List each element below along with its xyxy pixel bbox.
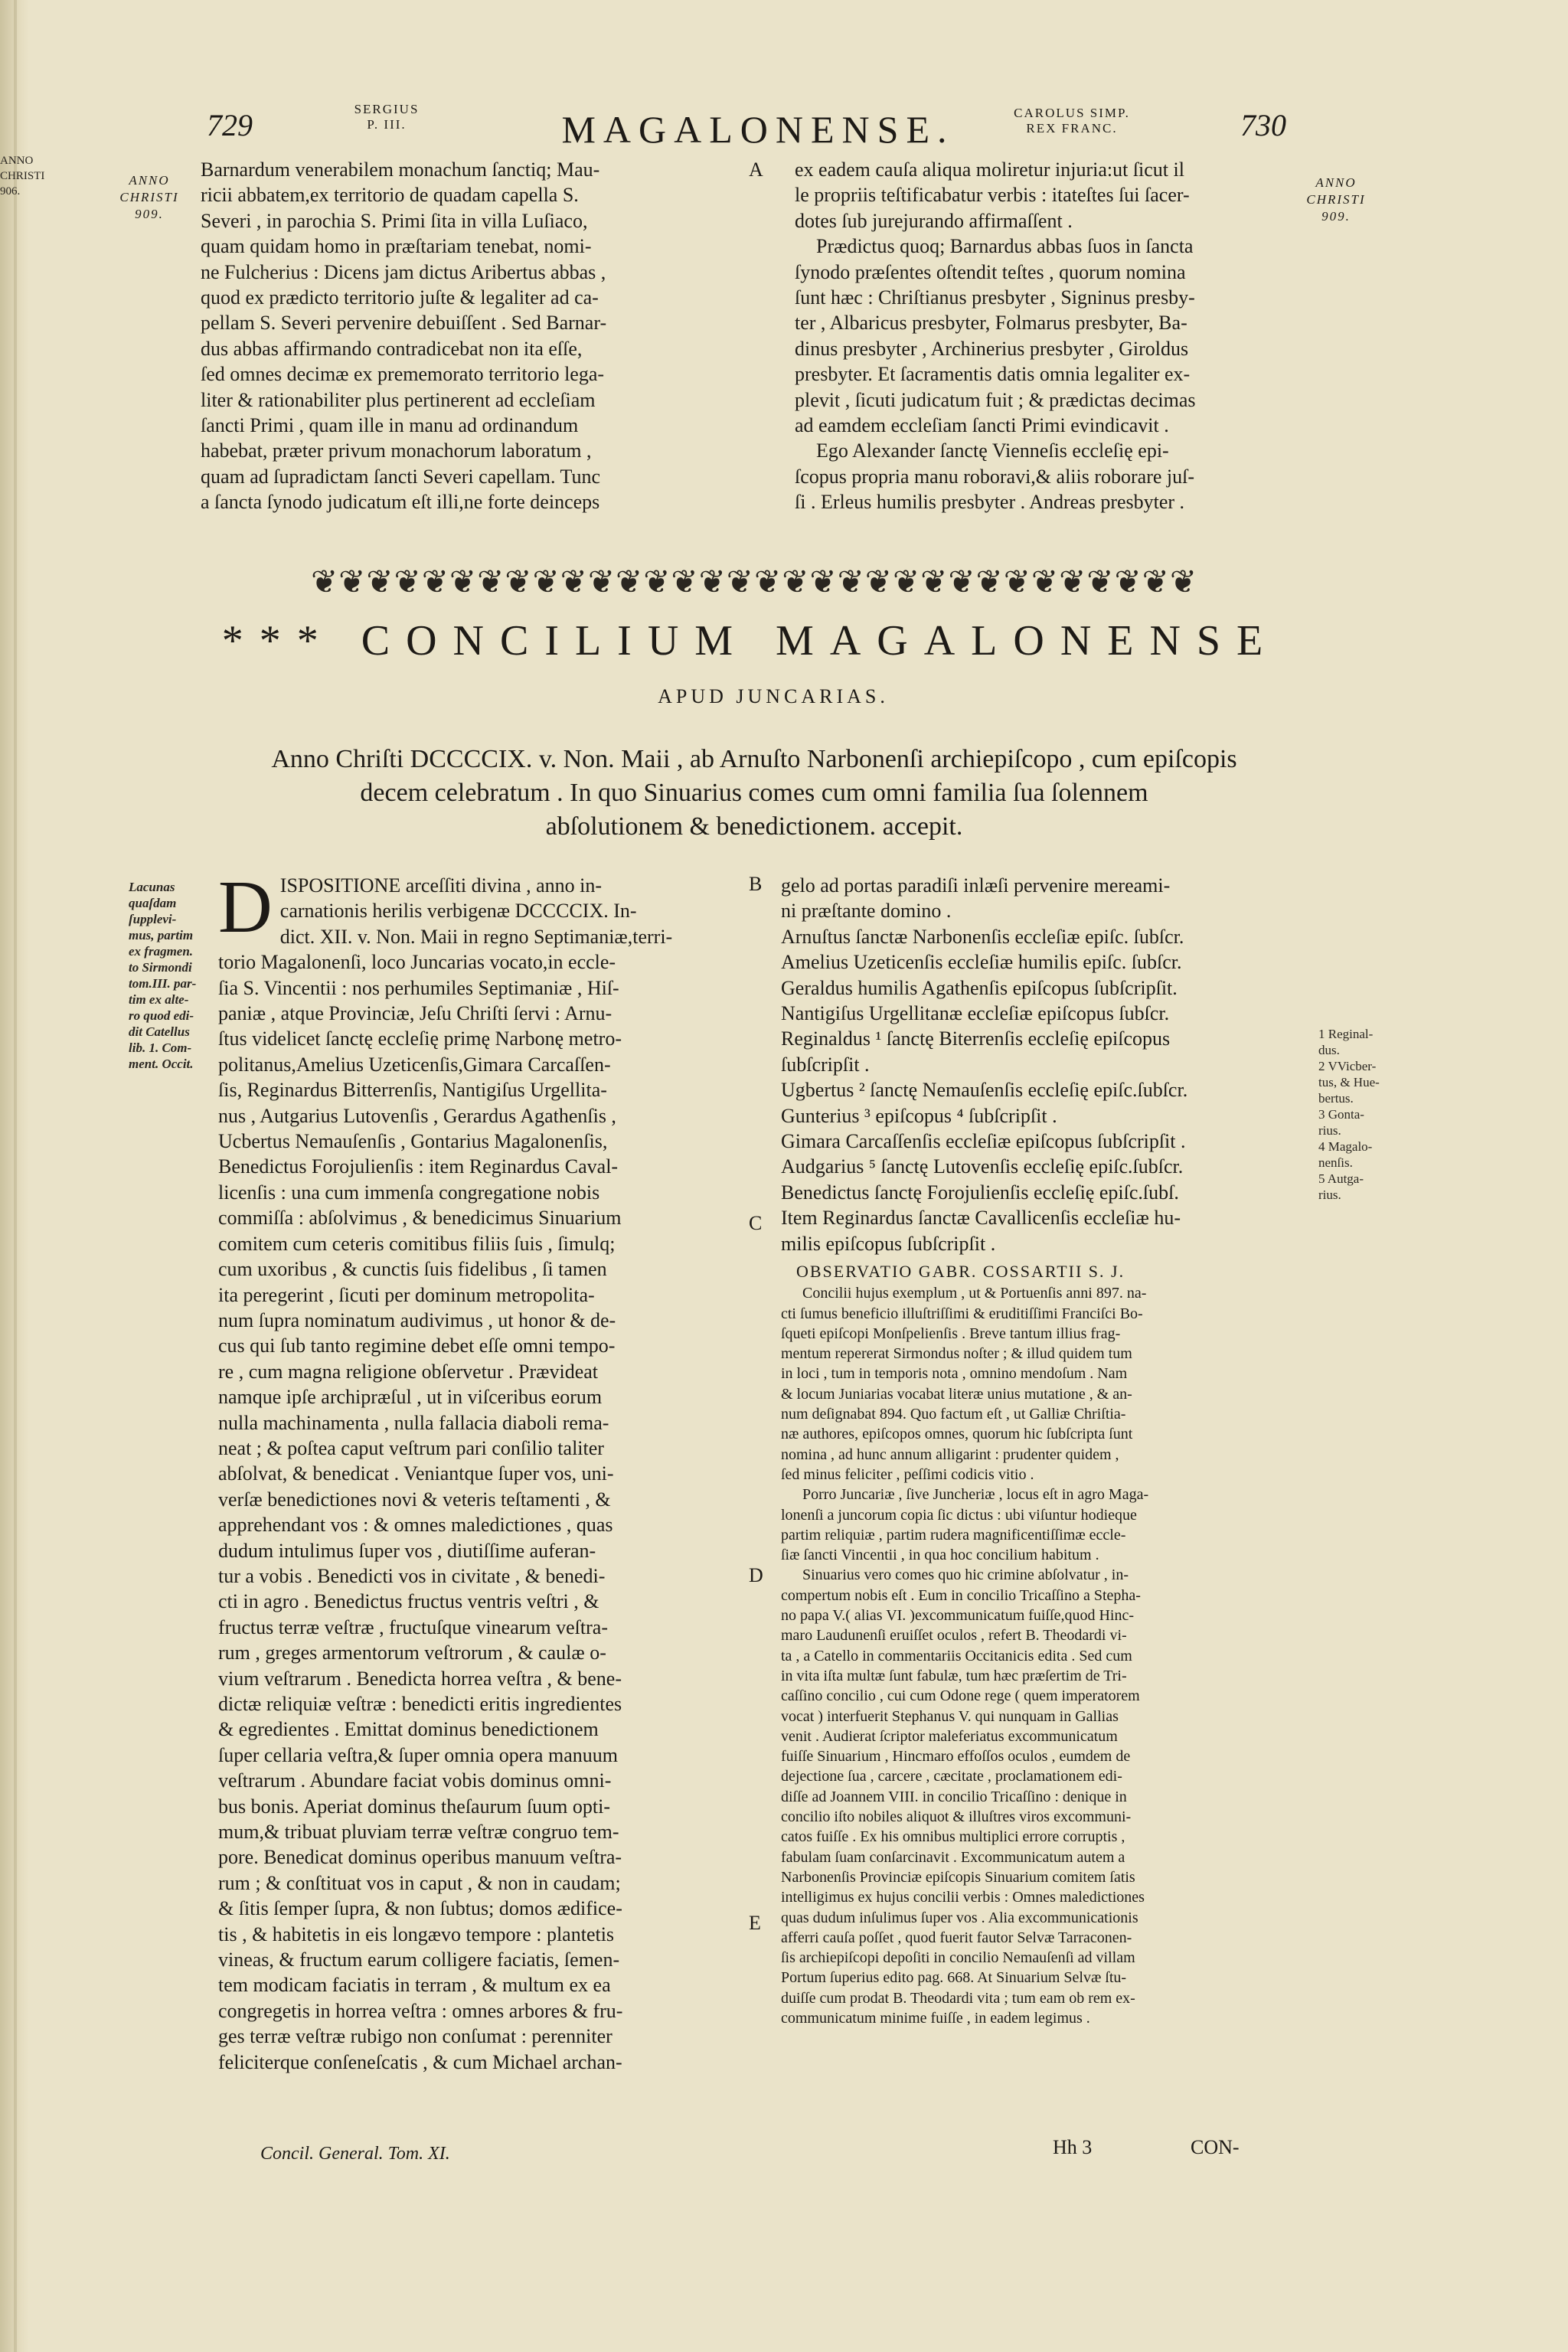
text-line: congregetis in horrea veſtra : omnes arbores & fru- [218, 1999, 623, 2022]
text-line: nomina , ad hunc annum alligarint : prudenter quidem , [781, 1446, 1119, 1463]
text-line: dejectione ſua , carcere , cæcitate , proclamationem edi- [781, 1768, 1122, 1785]
observatio-block [781, 1262, 1309, 2028]
footer-volume: Concil. General. Tom. XI. [260, 2144, 450, 2164]
signature-mark: Hh 3 [1053, 2136, 1093, 2158]
text-line: ſancti Primi , quam ille in manu ad ordinandum [201, 414, 579, 437]
text-line: tem modicam faciatis in terram , & multum ex ea [218, 1974, 611, 1997]
text-line: ſtus videlicet ſanctę eccleſię primę Narbonę metro- [218, 1027, 622, 1050]
text-line: presbyter. Et ſacramentis datis omnia legaliter ex- [795, 363, 1191, 386]
text-line: ne Fulcherius : Dicens jam dictus Aribertus abbas , [201, 260, 606, 283]
ornamental-band: ❦❦❦❦❦❦❦❦❦❦❦❦❦❦❦❦❦❦❦❦❦❦❦❦❦❦❦❦❦❦❦❦ [310, 565, 1198, 600]
text-line: ſubſcripſit . [781, 1053, 870, 1076]
year-label-right: ANNO CHRISTI 909. [1306, 175, 1366, 224]
text-line: tis , & habitetis in eis longævo tempore : plantetis [218, 1922, 615, 1945]
text-line: in loci , tum in temporis nota , omnino mendoſum . Nam [781, 1365, 1128, 1383]
council-title: *** CONCILIUM MAGALONENSE [221, 617, 1279, 665]
text-line: paniæ , atque Provinciæ, Jeſu Chriſti ſervi : Arnu- [218, 1002, 612, 1025]
text-line: licenſis : una cum immenſa congregatione nobis [218, 1181, 600, 1204]
text-line: Amelius Uzeticenſis eccleſiæ humilis epiſc. ſubſcr. [781, 951, 1182, 974]
text-line: ISPOSITIONE arceſſiti divina , anno in- [279, 874, 603, 897]
text-line: ſqueti epiſcopi Monſpelienſis . Breve tantum illius frag- [781, 1325, 1121, 1342]
year-label-left: ANNO CHRISTI 909. [119, 173, 179, 221]
text-line: Audgarius ⁵ ſanctę Lutovenſis eccleſię epiſc.ſubſcr. [781, 1155, 1184, 1178]
council-subtitle: APUD JUNCARIAS. [658, 685, 889, 707]
left-margin-note: Lacunas quaſdam ſupplevi- mus, partim ex fragmen. to Sirmondi tom.III. par- tim ex alte- ro quod edi- dit Catellus lib. 1. Com- ment. Occit. [129, 880, 197, 1071]
text-line: quam ad ſupradictam ſancti Severi capellam. Tunc [201, 465, 601, 488]
text-line: concilio iſto nobiles aliquot & illuſtres viros excommuni- [781, 1808, 1132, 1826]
text-line: Item Reginardus ſanctæ Cavallicenſis eccleſiæ hu- [781, 1207, 1181, 1230]
text-line: Sinuarius vero comes quo hic crimine abſolvatur , in- [802, 1566, 1129, 1584]
text-line: communicatum minime fuiſſe , in eadem legimus . [781, 2009, 1090, 2027]
section-letter-a: A [749, 158, 763, 181]
text-line: a ſancta ſynodo judicatum eſt illi,ne forte deinceps [201, 491, 600, 514]
text-line: fabulam ſuam conſarcinavit . Excommunicatum autem a [781, 1848, 1125, 1866]
text-line: fuiſſe Sinuarium , Hincmaro effoſſos oculos , eumdem de [781, 1748, 1131, 1766]
prev-page-margin [0, 153, 45, 199]
text-line: cti ſumus beneficio illuſtriſſimi & eruditiſſimi Franciſci Bo- [781, 1305, 1143, 1322]
text-line: apprehendant vos : & omnes maledictiones , quas [218, 1514, 613, 1537]
text-line: Porro Juncariæ , ſive Juncheriæ , locus eſt in agro Maga- [802, 1486, 1149, 1504]
running-head: MAGALONENSE. [561, 108, 955, 151]
text-line: ſed minus feliciter , peſſimi codicis vitio . [781, 1465, 1034, 1483]
text-line: feliciterque conſeneſcatis , & cum Michael archan- [218, 2050, 622, 2073]
text-line: ſis, Reginardus Bitterrenſis, Nantigiſus Urgellita- [218, 1079, 607, 1102]
text-line: mum,& tribuat pluviam terræ veſtræ congruo tem- [218, 1821, 619, 1844]
text-line: vocat ) interfuerit Stephanus V. qui nunquam in Gallias [781, 1707, 1119, 1725]
drop-cap: D [218, 866, 273, 949]
section-letter-e: E [749, 1912, 761, 1934]
text-line: Ugbertus ² ſanctę Nemauſenſis eccleſię epiſc.ſubſcr. [781, 1079, 1188, 1102]
text-line: cti in agro . Benedictus fructus ventris veſtri , & [218, 1590, 599, 1613]
text-line: Nantigiſus Urgellitanæ eccleſiæ epiſcopus ſubſcr. [781, 1002, 1170, 1025]
text-line: liter & rationabiliter plus pertinerent ad eccleſiam [201, 388, 596, 411]
text-line: rum , greges armentorum veſtrorum , & caulæ o- [218, 1642, 606, 1664]
text-line: fructus terræ veſtræ , fructuſque vinearum veſtra- [218, 1615, 608, 1638]
text-line: gelo ad portas paradiſi inlæſi pervenire mereami- [781, 874, 1171, 897]
text-line: Narbonenſis Provinciæ epiſcopis Sinuarium comitem ſatis [781, 1868, 1135, 1886]
text-line: ter , Albaricus presbyter, Folmarus presbyter, Ba- [795, 312, 1187, 335]
text-line: catos fuiſſe . Ex his omnibus multiplici errore corruptis , [781, 1828, 1125, 1846]
observatio-title: OBSERVATIO GABR. COSSARTII S. J. [796, 1262, 1125, 1281]
left-meta: SERGIUS P. III. [354, 102, 420, 132]
right-meta: CAROLUS SIMP. REX FRANC. [1014, 106, 1130, 136]
text-line: abſolvat, & benedicat . Veniantque ſuper vos, uni- [218, 1462, 614, 1485]
text-line: Portum ſuperius edito pag. 668. At Sinuarium Selvæ ſtu- [781, 1969, 1127, 1987]
text-line: ita peregerint , ſicuti per dominum metropolita- [218, 1283, 595, 1306]
text-line: Gunterius ³ epiſcopus ⁴ ſubſcripſit . [781, 1104, 1057, 1127]
text-line: ad eamdem eccleſiam ſancti Primi evindicavit . [795, 414, 1169, 437]
page-number-right: 730 [1240, 108, 1286, 142]
text-line: comitem cum ceteris comitibus filiis ſuis , ſimulq; [218, 1232, 616, 1255]
text-line: milis epiſcopus ſubſcripſit . [781, 1232, 996, 1255]
right-margin-notes: 1 Reginal- dus. 2 VVicber- tus, & Hue- bertus. 3 Gonta- rius. 4 Magalo- nenſis. 5 Autga- rius. [1318, 1027, 1380, 1202]
text-line: neat ; & poſtea caput veſtrum pari conſilio taliter [218, 1436, 604, 1459]
text-line: Prædictus quoq; Barnardus abbas ſuos in ſancta [816, 235, 1194, 258]
text-line: compertum nobis eſt . Eum in concilio Tricaſſino a Stepha- [781, 1586, 1141, 1604]
text-line: nulla machinamenta , nulla fallacia diaboli rema- [218, 1411, 609, 1434]
text-line: venit . Audierat ſcriptor maleferiatus excommunicatum [781, 1727, 1118, 1745]
text-line: ſcopus propria manu roboravi,& aliis roborare juſ- [795, 465, 1195, 488]
text-line: namque ipſe archipræſul , ut in viſceribus eorum [218, 1386, 603, 1409]
text-line: Benedictus ſanctę Forojulienſis eccleſię epiſc.ſubſ. [781, 1181, 1179, 1204]
observatio-lines [781, 1283, 1309, 2028]
council-intro [195, 743, 1313, 844]
text-line: caſſino concilio , cui cum Odone rege ( quem imperatorem [781, 1687, 1140, 1705]
text-line: num deſignabat 894. Quo factum eſt , ut Galliæ Chriſtia- [781, 1406, 1126, 1423]
text-line: pellam S. Severi pervenire debuiſſent . Sed Barnar- [201, 312, 607, 335]
text-line: carnationis herilis verbigenæ DCCCCIX. In- [279, 900, 637, 923]
text-line: tur a vobis . Benedicti vos in civitate , & benedi- [218, 1564, 606, 1587]
text-line: bus bonis. Aperiat dominus theſaurum ſuum opti- [218, 1795, 611, 1818]
text-line: rum ; & conſtituat vos in caput , & non in caudam; [218, 1871, 621, 1894]
text-line: le propriis teſtificabatur verbis : itateſtes ſui ſacer- [795, 184, 1190, 207]
text-line: dotes ſub jurejurando affirmaſſent . [795, 209, 1073, 232]
text-line: dus abbas affirmando contradicebat non ita eſſe, [201, 337, 583, 360]
text-line: ſiæ ſancti Vincentii , in qua hoc concilium habitum . [781, 1547, 1099, 1564]
catchword: CON- [1191, 2136, 1240, 2158]
text-line: plevit , ſicuti judicatum fuit ; & prædictas decimas [795, 388, 1196, 411]
text-line: ſynodo præſentes oſtendit teſtes , quorum nomina [795, 260, 1186, 283]
text-line: veſtrarum . Abundare faciat vobis dominus omni- [218, 1769, 612, 1792]
text-line: dinus presbyter , Archinerius presbyter , Giroldus [795, 337, 1189, 360]
main-left-column [218, 866, 746, 2075]
top-left-column [201, 157, 744, 515]
text-line: nus , Autgarius Lutovenſis , Gerardus Agathenſis , [218, 1104, 616, 1127]
text-line: maro Laudunenſi eruiſſet oculos , refert B. Theodardi vi- [781, 1627, 1127, 1645]
text-line: Concilii hujus exemplum , ut & Portuenſis anni 897. na- [802, 1285, 1147, 1302]
prev-page-margin-text: ANNO CHRISTI 906. [0, 155, 45, 198]
text-line: verſæ benedictiones novi & veteris teſtamenti , & [218, 1488, 611, 1511]
text-line: no papa V.( alias VI. )excommunicatum fuiſſe,quod Hinc- [781, 1607, 1135, 1625]
council-intro-line: decem celebratum . In quo Sinuarius comes cum omni familia ſua ſolennem [360, 779, 1148, 807]
text-line: afferri cauſa poſſet , quod fuerit fautor Selvæ Tarraconen- [781, 1929, 1132, 1946]
text-line: Barnardum venerabilem monachum ſanctiq; Mau- [201, 158, 600, 181]
text-line: mentum repererat Sirmondus noſter ; & illud quidem tum [781, 1345, 1132, 1363]
text-line: Ego Alexander ſanctę Vienneſis eccleſię epi- [816, 439, 1169, 462]
text-line: Arnuſtus ſanctæ Narbonenſis eccleſiæ epiſc. ſubſcr. [781, 925, 1184, 948]
text-line: næ authores, epiſcopos omnes, quorum hic ſubſcripta ſunt [781, 1426, 1133, 1443]
text-line: torio Magalonenſi, loco Juncarias vocato,in eccle- [218, 951, 616, 974]
council-intro-line: abſolutionem & benedictionem. accepit. [545, 812, 963, 841]
text-line: cus qui ſub tanto regimine debet eſſe omni tempo- [218, 1334, 616, 1357]
text-line: Reginaldus ¹ ſanctę Biterrenſis eccleſię epiſcopus [781, 1027, 1171, 1050]
text-line: ta , a Catello in commentariis Occitanicis edita . Sed cum [781, 1647, 1132, 1664]
text-line: ſia S. Vincentii : nos perhumiles Septimaniæ , Hiſ- [218, 976, 619, 999]
text-line: Ucbertus Nemauſenſis , Gontarius Magalonenſis, [218, 1130, 608, 1153]
text-line: quam quidam homo in præſtariam tenebat, nomi- [201, 235, 592, 258]
text-line: cum uxoribus , & cunctis ſuis fidelibus , ſi tamen [218, 1258, 607, 1281]
text-line: vineas, & fructum earum colligere faciatis, ſemen- [218, 1949, 620, 1971]
section-letter-d: D [749, 1564, 763, 1586]
text-line: diſſe ad Joannem VIII. in concilio Tricaſſino : denique in [781, 1788, 1127, 1805]
text-line: Gimara Carcaſſenſis eccleſiæ epiſcopus ſubſcripſit . [781, 1130, 1186, 1153]
text-line: vium veſtrarum . Benedicta horrea veſtra , & bene- [218, 1667, 622, 1690]
text-line: quod ex prædicto territorio juſte & legaliter ad ca- [201, 286, 599, 309]
text-line: ſis archiepiſcopi depoſiti in concilio Nemauſenſi ad villam [781, 1949, 1135, 1967]
text-line: ſi . Erleus humilis presbyter . Andreas presbyter . [795, 491, 1185, 514]
page-number-left: 729 [207, 108, 253, 142]
section-letter-b: B [749, 873, 763, 895]
text-line: quas dudum inſulimus ſuper vos . Alia excommunicationis [781, 1909, 1138, 1926]
main-right-column [781, 873, 1309, 1256]
text-line: dudum intulimus ſuper vos , diutiſſime auferan- [218, 1539, 596, 1562]
text-line: commiſſa : abſolvimus , & benedicimus Sinuarium [218, 1207, 622, 1230]
text-line: partim reliquiæ , partim rudera magnificentiſſimæ eccle- [781, 1526, 1126, 1544]
text-line: politanus,Amelius Uzeticenſis,Gimara Carcaſſen- [218, 1053, 611, 1076]
text-line: & egredientes . Emittat dominus benedictionem [218, 1718, 599, 1741]
text-line: ſunt hæc : Chriſtianus presbyter , Signinus presby- [795, 286, 1195, 309]
text-line: ex eadem cauſa aliqua moliretur injuria:ut ſicut il [795, 158, 1184, 181]
text-line: ni præſtante domino . [781, 900, 952, 923]
text-line: dictæ reliquiæ veſtræ : benedicti eritis ingredientes [218, 1693, 622, 1715]
text-line: Geraldus humilis Agathenſis epiſcopus ſubſcripſit. [781, 976, 1178, 999]
text-line: ſuper cellaria veſtra,& ſuper omnia opera manuum [218, 1743, 618, 1766]
text-line: Severi , in parochia S. Primi ſita in villa Luſiaco, [201, 209, 588, 232]
text-line: re , cum magna religione obſervetur . Prævideat [218, 1360, 599, 1383]
gutter-shadow [14, 0, 17, 2352]
text-line: ges terræ veſtræ rubigo non conſumat : perenniter [218, 2025, 612, 2048]
top-right-column [795, 157, 1304, 515]
text-line: ricii abbatem,ex territorio de quadam capella S. [201, 184, 579, 207]
text-line: lonenſi a juncorum copia ſic dictus : ubi viſuntur hodieque [781, 1506, 1137, 1524]
text-line: pore. Benedicat dominus operibus manuum veſtra- [218, 1846, 622, 1869]
section-letter-c: C [749, 1212, 763, 1234]
text-line: dict. XII. v. Non. Maii in regno Septimaniæ,terri- [279, 925, 673, 948]
text-line: ſed omnes decimæ ex prememorato territorio lega- [201, 363, 605, 386]
text-line: num ſupra nominatum audivimus , ut honor & de- [218, 1308, 616, 1331]
text-line: intelligimus ex hujus concilii verbis : Omnes maledictiones [781, 1889, 1145, 1906]
council-intro-line: Anno Chriſti DCCCCIX. v. Non. Maii , ab Arnuſto Narbonenſi archiepiſcopo , cum epiſcopis [271, 745, 1237, 773]
text-line: & locum Juniarias vocabat literæ unius mutatione , & an- [781, 1385, 1132, 1403]
text-line: habebat, præter privum monachorum laboratum , [201, 439, 592, 462]
text-line: in vita iſta multæ ſunt fabulæ, tum hæc præſertim de Tri- [781, 1667, 1127, 1684]
text-line: Benedictus Forojulienſis : item Reginardus Caval- [218, 1155, 619, 1178]
text-line: duiſſe cum prodat B. Theodardi vita ; tum eam ob rem ex- [781, 1989, 1135, 2007]
text-line: & ſitis ſemper ſupra, & non ſubtus; domos ædifice- [218, 1897, 622, 1920]
